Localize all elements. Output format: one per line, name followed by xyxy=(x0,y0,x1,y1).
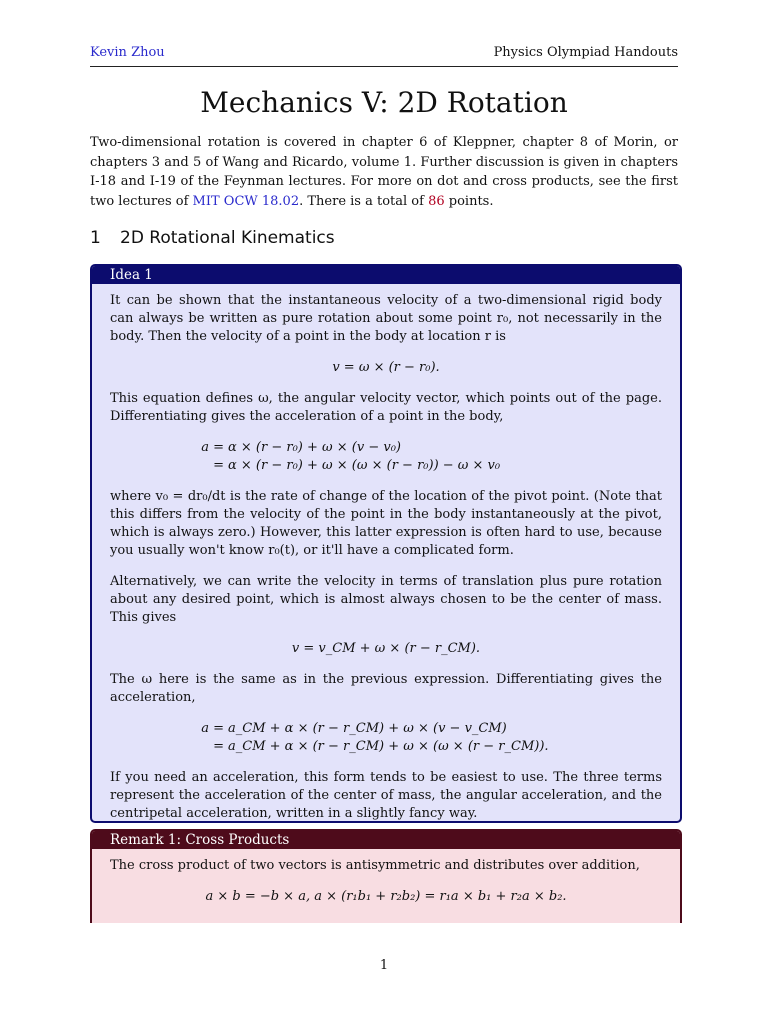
idea-paragraph-2: This equation defines ω, the angular velocity vector, which points out of the page. Differentiating gives the acceleration of a point in the body, xyxy=(110,391,662,424)
idea-paragraph-6: If you need an acceleration, this form tends to be easiest to use. The three terms represent the acceleration of the center of mass, the angular acceleration, and the centripetal acceleration, written in a slightly fancy way. xyxy=(110,770,662,821)
eq-rhs: α × (r − r₀) + ω × (v − v₀) xyxy=(228,440,401,455)
idea-paragraph-3: where v₀ = dr₀/dt is the rate of change of the location of the pivot point. (Note that this differs from the velocity of the point in the body instantaneously at the pivot, which is always zero.) However, this latter expression is often hard to use, because you usually won't know r₀(t), or it'll have a complicated form. xyxy=(110,489,662,558)
section-title: 2D Rotational Kinematics xyxy=(120,228,335,248)
eq-rhs: α × (r − r₀) + ω × (ω × (r − r₀)) − ω × v₀ xyxy=(228,458,501,473)
remark-heading: Remark 1: Cross Products xyxy=(92,831,680,849)
equation-cross-product: a × b = −b × a, a × (r₁b₁ + r₂b₂) = r₁a × b₁ + r₂a × b₂. xyxy=(205,889,567,904)
eq-rhs: a_CM + α × (r − r_CM) + ω × (v − v_CM) xyxy=(228,721,507,736)
intro-text: Two-dimensional rotation is covered in chapter 6 of Kleppner, chapter 8 of Morin, or chapters 3 and 5 of Wang and Ricardo, volume 1. Further discussion is given in chapters I-18 and I-19 of the Feynman lectures. For more on dot and cross products, see the first two lectures of xyxy=(90,135,678,209)
intro-paragraph xyxy=(90,133,678,211)
intro-text-points-lead: . There is a total of xyxy=(299,193,429,209)
remark-box xyxy=(90,829,682,923)
equation-acceleration-cm xyxy=(110,720,662,756)
equation-velocity-cm: v = v_CM + ω × (r − r_CM). xyxy=(291,641,481,656)
idea-paragraph-1: It can be shown that the instantaneous velocity of a two-dimensional rigid body can always be written as pure rotation about some point r₀, not necessarily in the body. Then the velocity of a point in the body at location r is xyxy=(110,293,662,344)
header-rule xyxy=(90,66,678,67)
equation-velocity-pivot: v = ω × (r − r₀). xyxy=(332,360,440,375)
page-number: 1 xyxy=(379,958,389,973)
document-title: Mechanics V: 2D Rotation xyxy=(200,86,568,119)
section-heading xyxy=(90,228,335,248)
idea-body xyxy=(92,284,680,823)
intro-text-end: points. xyxy=(444,193,494,209)
header-series: Physics Olympiad Handouts xyxy=(493,45,678,60)
eq-lhs: = xyxy=(213,458,224,473)
equation-acceleration-pivot xyxy=(110,439,662,475)
idea-heading: Idea 1 xyxy=(92,266,680,284)
header-author: Kevin Zhou xyxy=(90,45,165,60)
idea-paragraph-4: Alternatively, we can write the velocity in terms of translation plus pure rotation about any desired point, which is almost always chosen to be the center of mass. This gives xyxy=(110,574,662,625)
eq-lhs: a = xyxy=(201,440,224,455)
eq-lhs: = xyxy=(213,739,224,754)
total-points: 86 xyxy=(428,193,445,209)
eq-lhs: a = xyxy=(201,721,224,736)
running-header xyxy=(90,45,678,65)
section-number: 1 xyxy=(90,228,101,248)
remark-paragraph-1: The cross product of two vectors is antisymmetric and distributes over addition, xyxy=(110,858,640,873)
mit-ocw-link[interactable]: MIT OCW 18.02 xyxy=(192,193,300,209)
idea-paragraph-5: The ω here is the same as in the previous expression. Differentiating gives the acceleration, xyxy=(110,672,662,705)
idea-box xyxy=(90,264,682,823)
eq-rhs: a_CM + α × (r − r_CM) + ω × (ω × (r − r_CM)). xyxy=(228,739,549,754)
remark-body xyxy=(92,849,680,906)
